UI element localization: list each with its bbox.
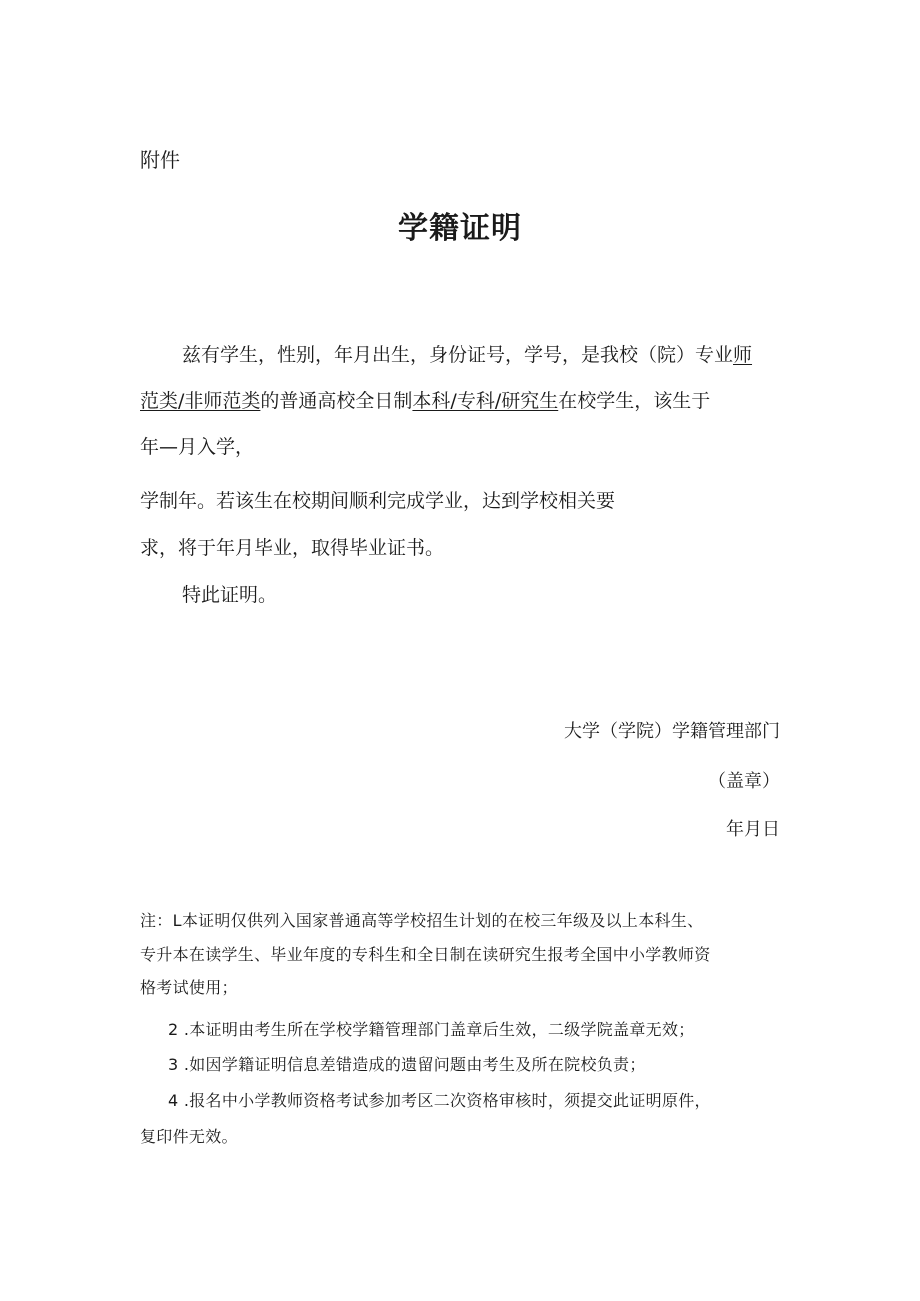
teacher-category-underlined: 范类/非师范类: [140, 390, 261, 412]
body-line-1: [182, 340, 752, 367]
attachment-label: 附件: [140, 148, 180, 172]
signature-date: 年月日: [726, 819, 780, 840]
body-line-4: 学制年。若该生在校期间顺利完成学业，达到学校相关要: [140, 490, 616, 512]
note-line-3: 格考试使用；: [140, 978, 238, 997]
note-line-2: 专升本在读学生、毕业年度的专科生和全日制在读研究生报考全国中小学教师资: [140, 945, 711, 964]
body-line-5: 求，将于年月毕业，取得毕业证书。: [140, 537, 445, 559]
signature-department: 大学（学院）学籍管理部门: [564, 721, 780, 742]
body-line-2-middle: 的普通高校全日制: [260, 390, 413, 412]
body-line-3: 年—月入学，: [140, 436, 255, 458]
note-line-5: 3 .如因学籍证明信息差错造成的遗留问题由考生及所在院校负责；: [168, 1055, 646, 1074]
body-line-2-end: 在校学生，该生于: [558, 390, 711, 412]
note-line-1: 注：L本证明仅供列入国家普通高等学校招生计划的在校三年级及以上本科生、: [140, 911, 704, 930]
note-line-7: 复印件无效。: [140, 1127, 238, 1146]
degree-level-underlined: 本科/专科/研究生: [412, 390, 559, 412]
body-line-1-text: 兹有学生，性别，年月出生，身份证号，学号，是我校（院）专业: [182, 344, 734, 366]
note-line-6: 4 .报名中小学教师资格考试参加考区二次资格审核时，须提交此证明原件，: [168, 1091, 711, 1110]
body-line-1-underlined: 师: [733, 344, 753, 366]
signature-seal: （盖章）: [708, 771, 780, 792]
body-line-6: 特此证明。: [182, 584, 278, 606]
document-title: 学籍证明: [398, 211, 522, 246]
body-line-2: [140, 386, 710, 413]
note-line-4: 2 .本证明由考生所在学校学籍管理部门盖章后生效，二级学院盖章无效；: [168, 1020, 695, 1039]
